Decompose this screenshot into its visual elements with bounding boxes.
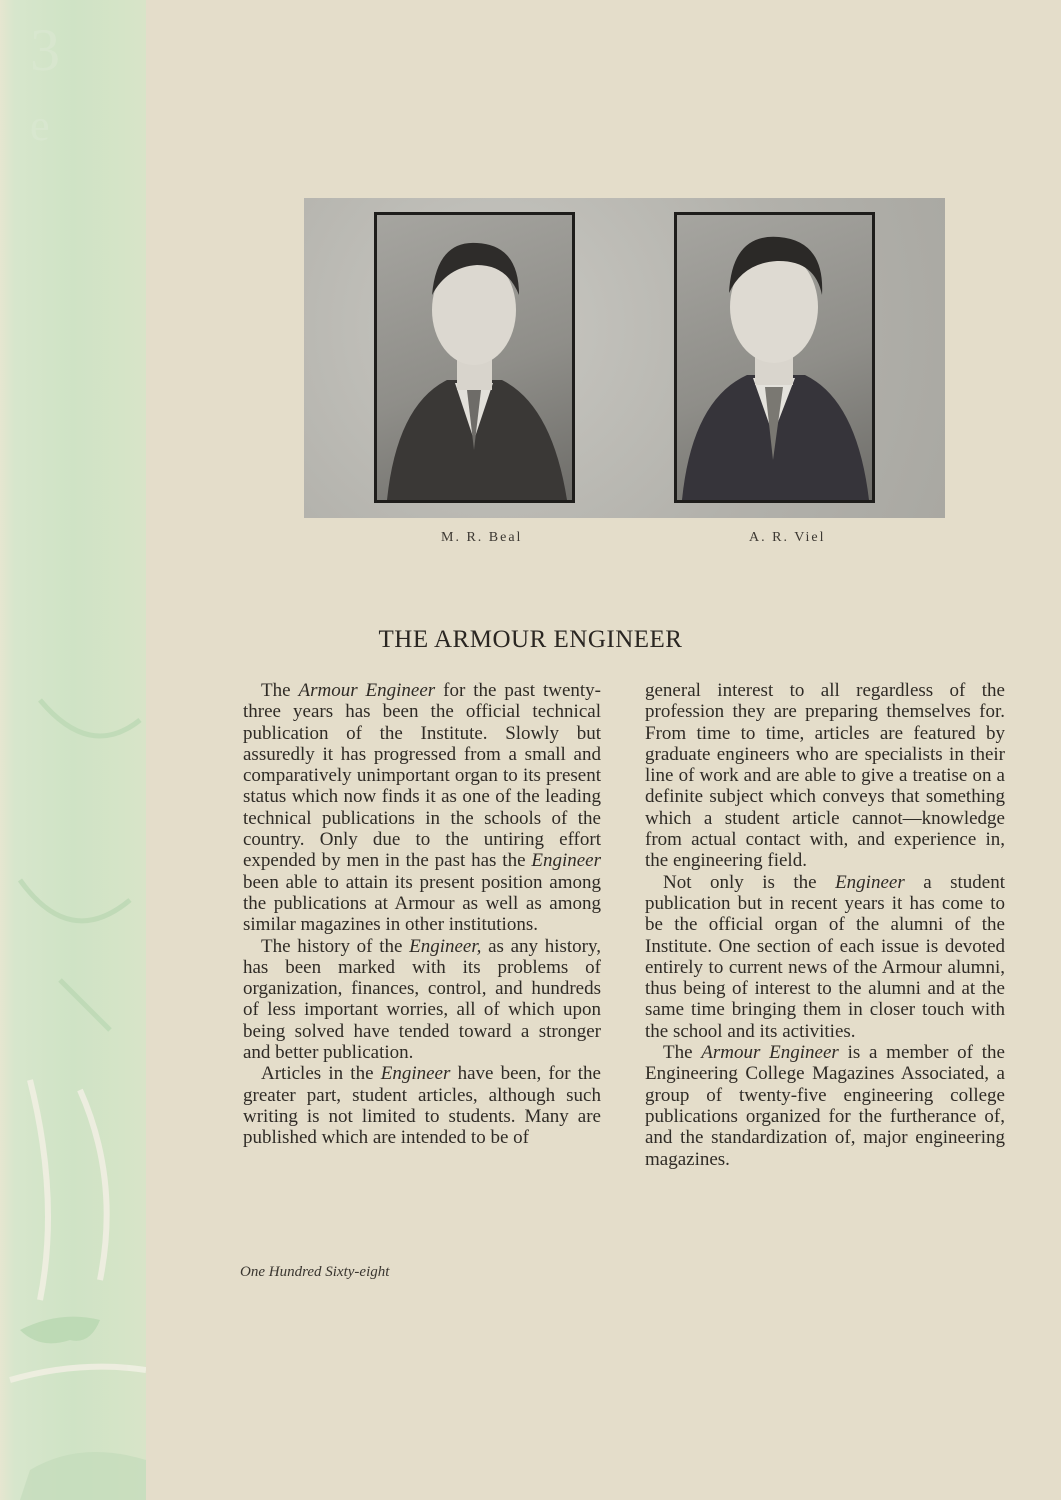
paragraph — [243, 1063, 601, 1148]
text-run: Not only is the — [663, 871, 836, 893]
italic-run: Engineer — [835, 871, 905, 893]
text-run: Articles in the — [261, 1063, 381, 1085]
decorative-border-art — [0, 0, 146, 1500]
svg-text:e: e — [30, 101, 50, 150]
text-column-right — [645, 680, 1005, 1170]
portrait-photo-viel — [674, 212, 875, 503]
paragraph — [645, 680, 1005, 872]
italic-run: Engineer, — [409, 935, 482, 957]
italic-run: Engineer — [380, 1063, 451, 1085]
portrait-panel — [304, 198, 945, 518]
text-run: a student publication but in recent years it has come to be the official organ of the alumni of the Institute. One section of each issue is devoted entirely to current news of the Armour alumni, thus being of interest to the alumni and at the same time bringing them in closer touch with the school and its activities. — [645, 871, 1005, 1042]
italic-run: Armour Engineer — [298, 680, 436, 701]
paragraph — [645, 1042, 1005, 1170]
portrait-photo-beal — [374, 212, 575, 503]
decorative-border-strip — [0, 0, 146, 1500]
svg-text:3: 3 — [30, 17, 60, 83]
italic-run: Engineer — [531, 850, 601, 872]
text-column-left — [243, 680, 601, 1149]
portrait-caption: A. R. Viel — [749, 530, 826, 545]
text-run: The history of the — [261, 935, 410, 957]
text-run: as any history, has been marked with its problems of organization, finances, control, and hundreds of less important worries, all of which upon being solved have tended toward a stronger and better publication. — [243, 935, 601, 1064]
paragraph — [645, 872, 1005, 1042]
text-run: been able to attain its present position among the publications at Armour as well as among similar magazines in other institutions. — [243, 871, 601, 936]
text-run: for the past twenty-three years has been the official technical publication of the Institute. Slowly but assuredly it has progressed from a small and comparatively unimportant organ to its present status which now finds it as one of the leading technical publications in the schools of the country. Only due to the untiring effort expended by men in the past has the — [243, 680, 601, 872]
italic-run: Armour Engineer — [701, 1042, 839, 1064]
page-number-footer: One Hundred Sixty-eight — [240, 1264, 390, 1280]
text-run: The — [261, 680, 299, 701]
text-run: The — [663, 1042, 702, 1064]
page-title: THE ARMOUR ENGINEER — [378, 626, 683, 653]
paragraph — [243, 936, 601, 1064]
paragraph — [243, 680, 601, 936]
portrait-caption: M. R. Beal — [441, 530, 523, 545]
text-run: is a member of the Engineering College Magazines Associated, a group of twenty-five engineering college publications organized for the furtherance of, and the standardization of, major engineering magazines. — [645, 1042, 1005, 1170]
text-run: have been, for the greater part, student articles, although such writing is not limited to students. Many are published which are intended to be of — [243, 1063, 601, 1149]
text-run: general interest to all regardless of the profession they are preparing themselves for. From time to time, articles are featured by graduate engineers who are specialists in their line of work and are able to give a treatise on a definite subject which conveys that something which a student article cannot—knowledge from actual contact with, and experience in, the engineering field. — [645, 680, 1005, 872]
